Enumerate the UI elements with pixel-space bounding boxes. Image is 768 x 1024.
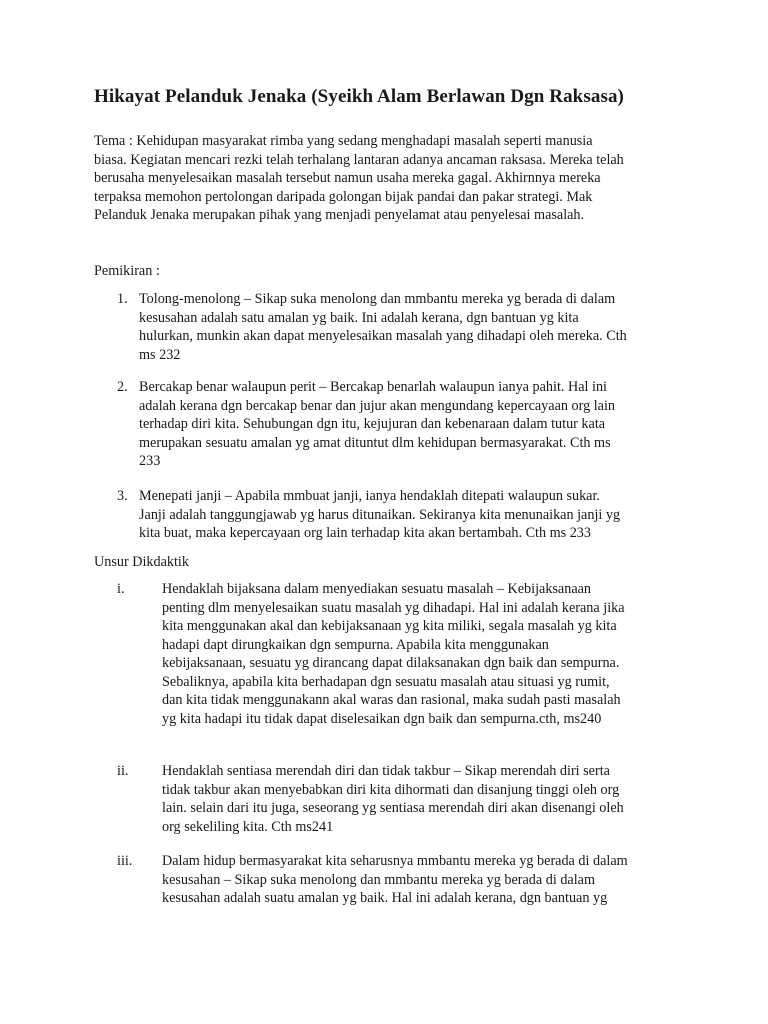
list-item bbox=[139, 290, 627, 364]
text-line: hadapi dapt dirungkaikan dgn sempurna. Apabila kita menggunakan bbox=[162, 636, 549, 653]
list-marker: i. bbox=[117, 581, 125, 597]
text-line: terpaksa memohon pertolongan daripada golongan bijak pandai dan pakar strategi. Mak bbox=[94, 188, 593, 205]
text-line: Tema : Kehidupan masyarakat rimba yang sedang menghadapi masalah seperti manusia bbox=[94, 133, 593, 149]
list-item bbox=[162, 580, 625, 728]
list-item bbox=[162, 852, 628, 908]
text-line: kesusahan adalah suatu amalan yg baik. Hal ini adalah kerana, dgn bantuan yg bbox=[162, 890, 608, 906]
text-line: kesusahan adalah satu amalan yg baik. Ini adalah kerana, dgn bantuan yg kita bbox=[139, 309, 579, 326]
text-line: biasa. Kegiatan mencari rezki telah terhalang lantaran adanya ancaman raksasa. Mereka telah bbox=[94, 151, 624, 168]
list-marker: 3. bbox=[117, 488, 128, 504]
text-line: 233 bbox=[139, 453, 161, 469]
page-title: Hikayat Pelanduk Jenaka (Syeikh Alam Berlawan Dgn Raksasa) bbox=[94, 86, 624, 107]
list-item bbox=[139, 378, 615, 471]
text-line: adalah kerana dgn bercakap benar dan jujur akan mengundang kepercayaan org lain bbox=[139, 397, 615, 414]
text-line: penting dlm menyelesaikan suatu masalah yg dihadapi. Hal ini adalah kerana jika bbox=[162, 599, 625, 616]
list-item bbox=[162, 762, 624, 836]
tema-paragraph bbox=[94, 132, 624, 225]
text-line: berusaha menyelesaikan masalah tersebut namun usaha mereka gagal. Akhirnnya mereka bbox=[94, 170, 601, 186]
list-marker: 2. bbox=[117, 379, 128, 395]
text-line: Hendaklah sentiasa merendah diri dan tidak takbur – Sikap merendah diri serta bbox=[162, 763, 610, 779]
text-line: kebijaksanaan, sesuatu yg dirancang dapat dilaksanakan dgn baik dan sempurna. bbox=[162, 655, 620, 671]
text-line: merupakan sesuatu amalan yg amat dituntut dlm kehidupan bermasyarakat. Cth ms bbox=[139, 434, 611, 451]
text-line: yg kita hadapi itu tidak dapat diselesaikan dgn baik dan sempurna.cth, ms240 bbox=[162, 710, 602, 727]
unsur-heading: Unsur Dikdaktik bbox=[94, 554, 189, 570]
text-line: kita buat, maka kepercayaan org lain terhadap kita akan bertambah. Cth ms 233 bbox=[139, 525, 591, 541]
text-line: Bercakap benar walaupun perit – Bercakap benarlah walaupun ianya pahit. Hal ini bbox=[139, 379, 607, 395]
text-line: Sebaliknya, apabila kita berhadapan dgn sesuatu masalah atau situasi yg rumit, bbox=[162, 673, 610, 690]
text-line: kita menggunakan akal dan kebijaksanaan yg kita miliki, segala masalah yg kita bbox=[162, 618, 617, 634]
text-line: Tolong-menolong – Sikap suka menolong dan mmbantu mereka yg berada di dalam bbox=[139, 291, 616, 307]
list-marker: iii. bbox=[117, 853, 133, 869]
text-line: terhadap diri kita. Sehubungan dgn itu, kejujuran dan kebenaraan dalam tutur kata bbox=[139, 416, 606, 432]
text-line: lain. selain dari itu juga, seseorang yg sentiasa merendah diri akan disenangi oleh bbox=[162, 800, 624, 816]
text-line: Dalam hidup bermasyarakat kita seharusnya mmbantu mereka yg berada di dalam bbox=[162, 853, 628, 869]
text-line: dan kita tidak menggunakann akal waras dan rasional, maka sudah pasti masalah bbox=[162, 692, 621, 708]
text-line: kesusahan – Sikap suka menolong dan mmbantu mereka yg berada di dalam bbox=[162, 871, 595, 888]
list-item bbox=[139, 487, 620, 543]
text-line: hulurkan, munkin akan dapat menyelesaikan masalah yang dihadapi oleh mereka. Cth bbox=[139, 328, 627, 344]
text-line: Hendaklah bijaksana dalam menyediakan sesuatu masalah – Kebijaksanaan bbox=[162, 581, 592, 597]
text-line: Janji adalah tanggungjawab yg harus ditunaikan. Sekiranya kita menunaikan janji yg bbox=[139, 506, 621, 523]
text-line: Menepati janji – Apabila mmbuat janji, ianya hendaklah ditepati walaupun sukar. bbox=[139, 488, 600, 504]
text-line: Pelanduk Jenaka merupakan pihak yang menjadi penyelamat atau penyelesai masalah. bbox=[94, 207, 585, 223]
list-marker: 1. bbox=[117, 291, 128, 307]
text-line: ms 232 bbox=[139, 346, 181, 363]
text-line: org sekeliling kita. Cth ms241 bbox=[162, 818, 334, 835]
pemikiran-heading: Pemikiran : bbox=[94, 263, 160, 279]
list-marker: ii. bbox=[117, 763, 129, 779]
text-line: tidak takbur akan menyebabkan diri kita dihormati dan disanjung tinggi oleh org bbox=[162, 781, 620, 798]
